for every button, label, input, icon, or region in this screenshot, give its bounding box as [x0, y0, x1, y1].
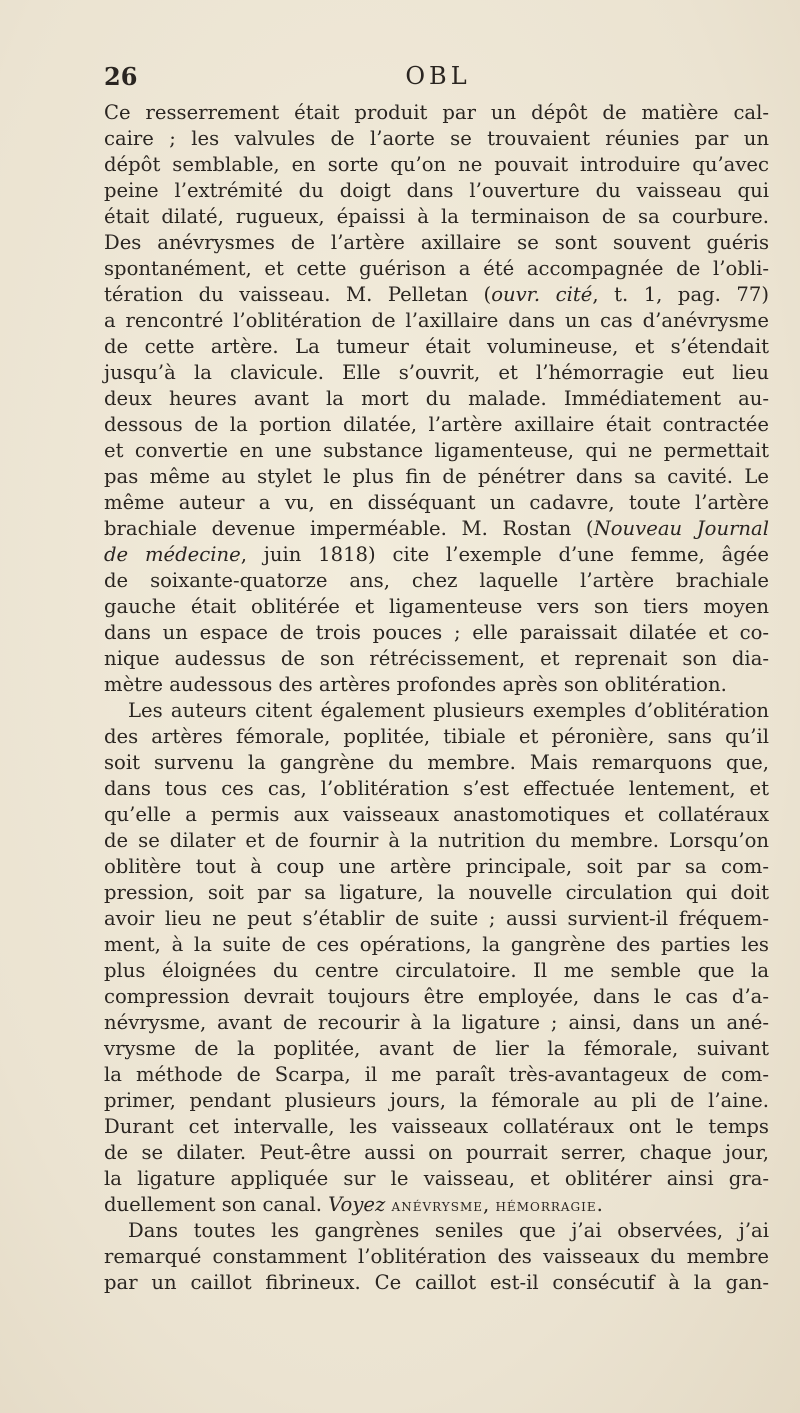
- text-line: [104, 1088, 769, 1114]
- text-run: même auteur a vu, en disséquant un cadavre, toute l’artère: [104, 491, 769, 514]
- text-line: [104, 1218, 769, 1244]
- text-line: [104, 698, 769, 724]
- running-head: OBL: [405, 62, 471, 90]
- text-run: de se dilater et de fournir à la nutrition du membre. Lorsqu’on: [104, 829, 769, 852]
- text-run: Les auteurs citent également plusieurs exemples d’oblitération: [128, 699, 769, 722]
- text-line: [104, 464, 769, 490]
- text-run: peine l’extrémité du doigt dans l’ouverture du vaisseau qui: [104, 179, 769, 202]
- text-run: et convertie en une substance ligamenteuse, qui ne permettait: [104, 439, 769, 462]
- text-run: vrysme de la poplitée, avant de lier la fémorale, suivant: [104, 1037, 769, 1060]
- text-line: [104, 646, 769, 672]
- text-run: nique audessus de son rétrécissement, et reprenait son dia-: [104, 647, 769, 670]
- text-run: oblitère tout à coup une artère principale, soit par sa com-: [104, 855, 769, 878]
- small-caps-text: anévrysme: [391, 1196, 483, 1216]
- text-run: Des anévrysmes de l’artère axillaire se sont souvent guéris: [104, 231, 769, 254]
- text-run: de se dilater. Peut-être aussi on pourrait serrer, chaque jour,: [104, 1141, 769, 1164]
- text-run: spontanément, et cette guérison a été accompagnée de l’obli-: [104, 257, 769, 280]
- text-run: a rencontré l’oblitération de l’axillaire dans un cas d’anévrysme: [104, 309, 769, 332]
- text-run: deux heures avant la mort du malade. Immédiatement au-: [104, 387, 769, 410]
- text-run: dépôt semblable, en sorte qu’on ne pouvait introduire qu’avec: [104, 153, 769, 176]
- text-line: [104, 360, 769, 386]
- text-run: primer, pendant plusieurs jours, la fémorale au pli de l’aine.: [104, 1089, 769, 1112]
- text-run: ment, à la suite de ces opérations, la gangrène des parties les: [104, 933, 769, 956]
- text-line: [104, 984, 769, 1010]
- text-run: mètre audessous des artères profondes après son oblitération.: [104, 673, 727, 696]
- paragraph: [104, 100, 769, 698]
- text-run: compression devrait toujours être employée, dans le cas d’a-: [104, 985, 769, 1008]
- text-run: dans un espace de trois pouces ; elle paraissait dilatée et co-: [104, 621, 769, 644]
- text-run: duellement son canal.: [104, 1193, 329, 1216]
- text-run: névrysme, avant de recourir à la ligature ; ainsi, dans un ané-: [104, 1011, 769, 1034]
- text-line: [104, 542, 769, 568]
- text-run: par un caillot fibrineux. Ce caillot est-il consécutif à la gan-: [104, 1271, 769, 1294]
- text-line: [104, 1062, 769, 1088]
- text-line: [104, 1140, 769, 1166]
- text-run: plus éloignées du centre circulatoire. Il me semble que la: [104, 959, 769, 982]
- text-line: [104, 490, 769, 516]
- text-run: pression, soit par sa ligature, la nouvelle circulation qui doit: [104, 881, 769, 904]
- text-run: qu’elle a permis aux vaisseaux anastomotiques et collatéraux: [104, 803, 769, 826]
- text-run: était dilaté, rugueux, épaissi à la terminaison de sa courbure.: [104, 205, 769, 228]
- text-line: [104, 802, 769, 828]
- text-line: [104, 100, 769, 126]
- text-line: [104, 906, 769, 932]
- text-run: jusqu’à la clavicule. Elle s’ouvrit, et l’hémorragie eut lieu: [104, 361, 769, 384]
- text-run: brachiale devenue imperméable. M. Rostan (: [104, 517, 594, 540]
- text-line: [104, 282, 769, 308]
- text-run: ,: [483, 1193, 496, 1216]
- text-run: Durant cet intervalle, les vaisseaux collatéraux ont le temps: [104, 1115, 769, 1138]
- italic-text: Nouveau Journal: [593, 517, 770, 540]
- text-run: .: [596, 1193, 603, 1216]
- text-line: [104, 1114, 769, 1140]
- text-line: [104, 204, 769, 230]
- text-run: pas même au stylet le plus fin de pénétrer dans sa cavité. Le: [104, 465, 769, 488]
- text-line: [104, 256, 769, 282]
- text-line: [104, 308, 769, 334]
- text-line: [104, 1244, 769, 1270]
- text-line: [104, 880, 769, 906]
- page-number: 26: [104, 62, 138, 91]
- italic-text: Voyez: [328, 1193, 386, 1216]
- text-line: [104, 1010, 769, 1036]
- text-run: des artères fémorale, poplitée, tibiale et péronière, sans qu’il: [104, 725, 769, 748]
- text-line: [104, 828, 769, 854]
- text-run: de cette artère. La tumeur était volumineuse, et s’étendait: [104, 335, 769, 358]
- text-line: [104, 126, 769, 152]
- text-line: [104, 724, 769, 750]
- text-line: [104, 958, 769, 984]
- text-line: [104, 1270, 769, 1296]
- italic-text: ouvr. cité: [491, 283, 593, 306]
- text-line: [104, 1192, 769, 1218]
- text-run: remarqué constamment l’oblitération des vaisseaux du membre: [104, 1245, 769, 1268]
- text-run: avoir lieu ne peut s’établir de suite ; aussi survient-il fréquem-: [104, 907, 769, 930]
- text-line: [104, 1036, 769, 1062]
- page-header: [104, 62, 772, 96]
- text-line: [104, 750, 769, 776]
- text-line: [104, 854, 769, 880]
- text-line: [104, 438, 769, 464]
- text-run: soit survenu la gangrène du membre. Mais remarquons que,: [104, 751, 769, 774]
- text-run: la ligature appliquée sur le vaisseau, et oblitérer ainsi gra-: [104, 1167, 769, 1190]
- text-run: caire ; les valvules de l’aorte se trouvaient réunies par un: [104, 127, 769, 150]
- text-line: [104, 594, 769, 620]
- text-line: [104, 334, 769, 360]
- italic-text: de médecine: [104, 543, 241, 566]
- small-caps-text: hémorragie: [495, 1196, 597, 1216]
- body-text: [104, 100, 769, 1296]
- text-line: [104, 568, 769, 594]
- text-line: [104, 672, 769, 698]
- paragraph: [104, 698, 769, 1218]
- text-line: [104, 776, 769, 802]
- text-run: Dans toutes les gangrènes seniles que j’ai observées, j’ai: [128, 1219, 769, 1242]
- text-run: de soixante-quatorze ans, chez laquelle l’artère brachiale: [104, 569, 769, 592]
- text-run: dessous de la portion dilatée, l’artère axillaire était contractée: [104, 413, 769, 436]
- text-line: [104, 932, 769, 958]
- text-run: , t. 1, pag. 77): [592, 283, 769, 306]
- text-run: dans tous ces cas, l’oblitération s’est effectuée lentement, et: [104, 777, 769, 800]
- text-line: [104, 620, 769, 646]
- text-line: [104, 1166, 769, 1192]
- text-run: gauche était oblitérée et ligamenteuse vers son tiers moyen: [104, 595, 769, 618]
- text-line: [104, 178, 769, 204]
- text-run: tération du vaisseau. M. Pelletan (: [104, 283, 492, 306]
- text-line: [104, 152, 769, 178]
- text-line: [104, 386, 769, 412]
- text-line: [104, 412, 769, 438]
- paragraph: [104, 1218, 769, 1296]
- text-run: Ce resserrement était produit par un dépôt de matière cal-: [104, 101, 769, 124]
- text-line: [104, 230, 769, 256]
- text-run: , juin 1818) cite l’exemple d’une femme, âgée: [240, 543, 769, 566]
- text-line: [104, 516, 769, 542]
- text-run: la méthode de Scarpa, il me paraît très-avantageux de com-: [104, 1063, 769, 1086]
